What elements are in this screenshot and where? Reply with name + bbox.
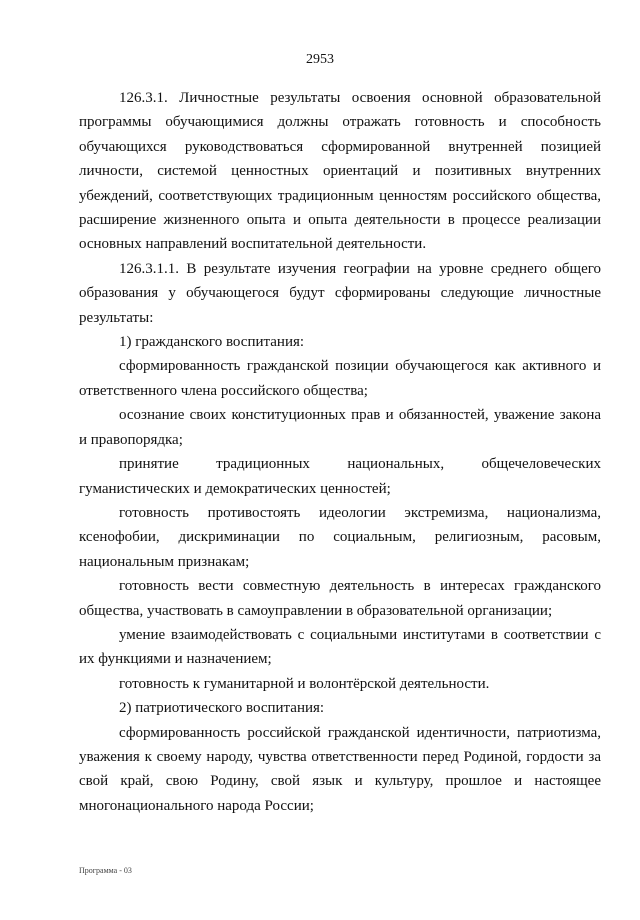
list-item-constitutional-rights: осознание своих конституционных прав и обязанностей, уважение закона и правопорядка;: [79, 407, 601, 448]
heading-civic-education: 1) гражданского воспитания:: [119, 334, 305, 351]
body-text: [79, 86, 601, 818]
heading-patriotic-education: 2) патриотического воспитания:: [119, 700, 325, 717]
list-item-civic-position: сформированность гражданской позиции обучающегося как активного и ответственного члена российского общества;: [79, 358, 601, 399]
list-item-traditional-values: принятие традиционных национальных, общечеловеческих гуманистических и демократических ценностей;: [79, 456, 601, 497]
paragraph-personal-results: 126.3.1. Личностные результаты освоения основной образовательной программы обучающимися должны отражать готовность и способность обучающихся руководствоваться сформированной внутренней позицией личности, системой ценностных ориентаций и позитивных внутренних убеждений, соответствующих традиционным ценностям российского общества, расширение жизненного опыта и опыта деятельности в процессе реализации основных направлений воспитательной деятельности.: [79, 90, 601, 253]
paragraph-geography-results: 126.3.1.1. В результате изучения географии на уровне среднего общего образования у обучающегося будут сформированы следующие личностные результаты:: [79, 260, 601, 326]
footer-label: Программа - 03: [79, 866, 132, 875]
list-item-social-institutions: умение взаимодействовать с социальными институтами в соответствии с их функциями и назначением;: [79, 626, 601, 668]
list-item-volunteering: готовность к гуманитарной и волонтёрской деятельности.: [119, 675, 490, 692]
list-item-joint-activity: готовность вести совместную деятельность в интересах гражданского общества, участвовать в самоуправлении в образовательной организации;: [79, 578, 601, 619]
list-item-counter-extremism: готовность противостоять идеологии экстремизма, национализма, ксенофобии, дискриминации по социальным, религиозным, расовым, национальным признакам;: [79, 504, 601, 570]
list-item-civic-identity: сформированность российской гражданской идентичности, патриотизма, уважения к своему народу, чувства ответственности перед Родиной, гордости за свой край, свою Родину, свой язык и культуру, прошлое и настоящее многонационального народа России;: [79, 724, 601, 814]
page-number: 2953: [306, 52, 334, 67]
